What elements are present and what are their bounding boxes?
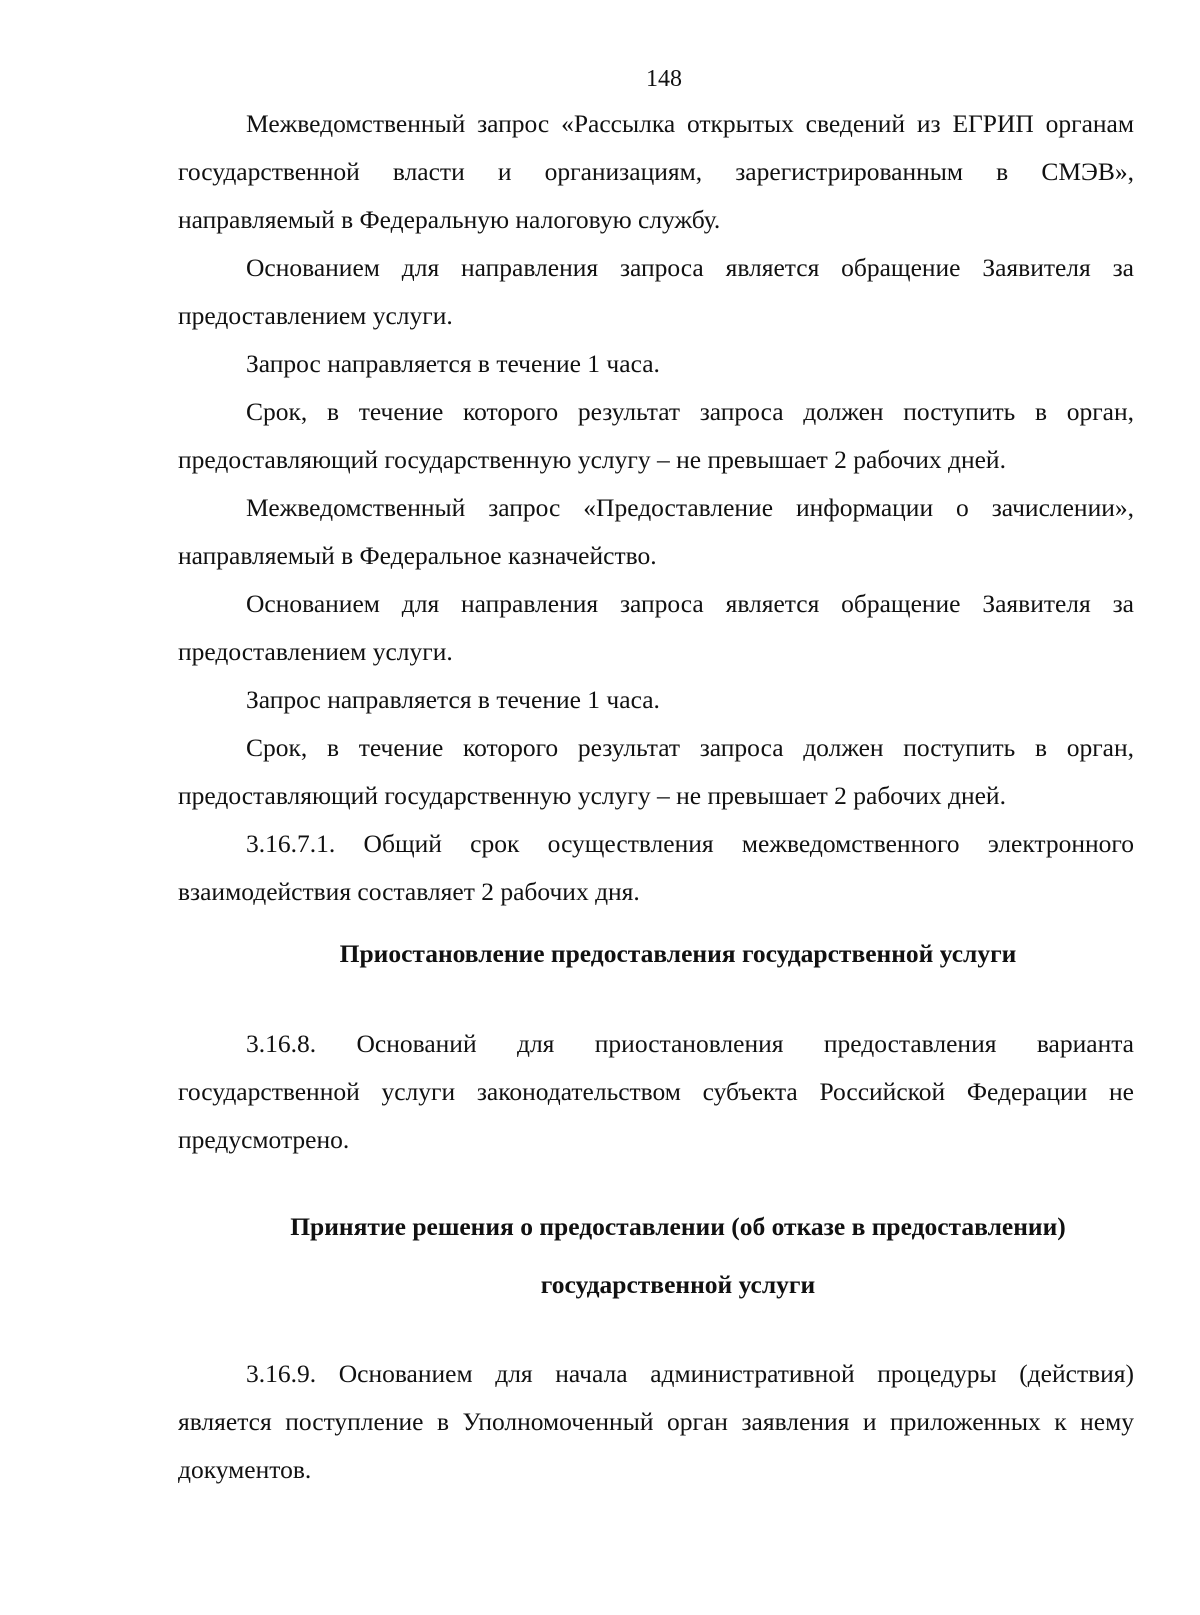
page-number: 148 [646,66,682,92]
heading-suspension: Приостановление предоставления государственной услуги [339,939,1017,968]
paragraph-3-16-8: 3.16.8. Оснований для приостановления предоставления варианта государственной услуги законодательством субъекта Российской Федерации не предусмотрено. [178,1029,1134,1154]
paragraph-request-basis-2: Основанием для направления запроса является обращение Заявителя за предоставлением услуги. [178,589,1134,666]
interagency-requests-section [178,100,1134,916]
paragraph-3-16-9: 3.16.9. Основанием для начала административной процедуры (действия) является поступление в Уполномоченный орган заявления и приложенных к нему документов. [178,1359,1134,1484]
heading-decision-line-2: государственной услуги [540,1270,816,1299]
paragraph-treasury-request: Межведомственный запрос «Предоставление информации о зачислении», направляемый в Федеральное казначейство. [178,493,1134,570]
paragraph-request-time-2: Запрос направляется в течение 1 часа. [246,685,660,714]
heading-decision-line-1: Принятие решения о предоставлении (об отказе в предоставлении) [290,1212,1066,1241]
paragraph-3-16-7-1: 3.16.7.1. Общий срок осуществления межведомственного электронного взаимодействия составляет 2 рабочих дня. [178,829,1134,906]
suspension-section [178,1020,1134,1164]
paragraph-request-basis-1: Основанием для направления запроса является обращение Заявителя за предоставлением услуги. [178,253,1134,330]
decision-section [178,1350,1134,1494]
paragraph-response-deadline-2: Срок, в течение которого результат запроса должен поступить в орган, предоставляющий государственную услугу – не превышает 2 рабочих дней. [178,733,1134,810]
paragraph-request-time-1: Запрос направляется в течение 1 часа. [246,349,660,378]
paragraph-response-deadline-1: Срок, в течение которого результат запроса должен поступить в орган, предоставляющий государственную услугу – не превышает 2 рабочих дней. [178,397,1134,474]
paragraph-egrip-request: Межведомственный запрос «Рассылка открытых сведений из ЕГРИП органам государственной власти и организациям, зарегистрированным в СМЭВ», направляемый в Федеральную налоговую службу. [178,109,1134,234]
